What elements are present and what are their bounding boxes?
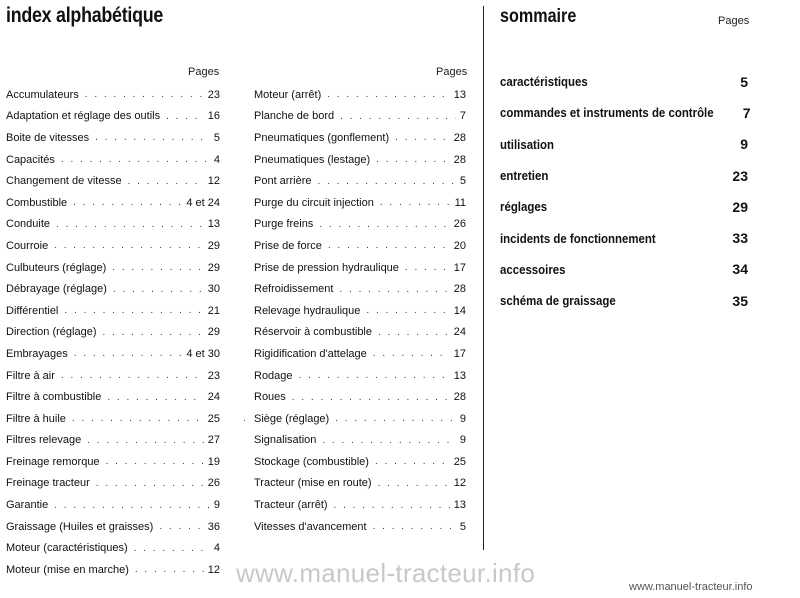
leader-dots (98, 327, 203, 338)
leader-dots (91, 132, 210, 143)
index-entry-page: 24 (204, 391, 220, 403)
index-entry-term: Embrayages (6, 347, 68, 360)
index-entry-term: Moteur (arrêt) (254, 88, 322, 101)
summary-item-label: accessoires (500, 261, 566, 277)
index-entry-term: Rodage (254, 369, 293, 382)
leader-dots (324, 240, 450, 251)
index-entry-page: 13 (450, 499, 466, 511)
index-entry (254, 235, 466, 257)
summary-item-page: 7 (742, 104, 751, 121)
index-title: index alphabétique (6, 4, 164, 27)
leader-dots (374, 478, 450, 489)
index-entry (254, 365, 466, 387)
index-entry-term: Pneumatiques (lestage) (254, 153, 371, 166)
index-entry-page: 21 (204, 305, 220, 317)
index-entry (6, 386, 220, 408)
index-entry (6, 84, 220, 106)
index-entry (254, 451, 466, 473)
index-entry (6, 451, 220, 473)
index-entry (254, 106, 466, 128)
index-entry-page: 9 (456, 434, 466, 446)
summary-item (500, 129, 748, 160)
index-entry (254, 127, 466, 149)
index-entry-page: 17 (450, 348, 466, 360)
leader-dots (57, 154, 210, 165)
index-entry (6, 516, 220, 538)
index-entry (254, 278, 466, 300)
leader-dots (369, 348, 450, 359)
index-entry (6, 149, 220, 171)
index-entry-page: 26 (204, 477, 220, 489)
leader-dots (69, 197, 182, 208)
leader-dots (81, 89, 204, 100)
summary-item-page: 9 (740, 136, 748, 153)
leader-dots (313, 176, 455, 187)
leader-dots (130, 543, 210, 554)
summary-item (500, 66, 748, 97)
index-entry (6, 408, 220, 430)
index-entry-page: 36 (204, 521, 220, 533)
index-entry-page: 19 (204, 456, 220, 468)
index-entry-page: 13 (450, 370, 466, 382)
index-entry-term: Courroie (6, 239, 49, 252)
index-entry-term: Moteur (caractéristiques) (6, 542, 128, 555)
column-divider (483, 6, 484, 550)
summary-item-page: 34 (732, 261, 748, 278)
index-entry-page: 26 (450, 218, 466, 230)
index-entry-term: Tracteur (arrêt) (254, 499, 328, 512)
index-entry (254, 214, 466, 236)
index-entry (6, 537, 220, 559)
leader-dots (60, 305, 203, 316)
index-entry-term: Conduite (6, 218, 51, 231)
index-entry (254, 84, 466, 106)
index-entry (254, 343, 466, 365)
leader-dots (162, 111, 204, 122)
leader-dots (70, 348, 183, 359)
summary-item-page: 5 (740, 73, 748, 90)
index-entry-page: 25 (204, 413, 220, 425)
index-entry-term: Purge freins (254, 218, 314, 231)
index-entry-page: 9 (210, 499, 220, 511)
leader-dots (295, 370, 450, 381)
index-entry-term: Freinage remorque (6, 455, 100, 468)
index-entry (254, 322, 466, 344)
summary-item (500, 191, 748, 222)
summary-item-label: caractéristiques (500, 74, 588, 90)
leader-dots (372, 154, 450, 165)
index-entry-term: Direction (réglage) (6, 326, 97, 339)
leader-dots (288, 392, 450, 403)
index-entry (254, 408, 466, 430)
index-entry (6, 278, 220, 300)
leader-dots (108, 262, 203, 273)
summary-item-page: 29 (732, 198, 748, 215)
summary-item (500, 222, 748, 253)
index-entry-page: 20 (450, 240, 466, 252)
index-entry-page: 11 (451, 197, 466, 209)
index-entry-page: 30 (204, 283, 220, 295)
index-entry-term: Planche de bord (254, 110, 335, 123)
index-entry (6, 430, 220, 452)
pages-header-middle: Pages (436, 66, 468, 78)
summary-item-page: 23 (732, 167, 748, 184)
summary-item-label: entretien (500, 168, 549, 184)
summary-list (500, 66, 751, 316)
index-entry-term: Signalisation (254, 434, 317, 447)
index-entry-page: 23 (204, 370, 220, 382)
leader-dots (155, 521, 203, 532)
index-entry (254, 473, 466, 495)
leader-dots (57, 370, 204, 381)
index-entry-page: 12 (450, 477, 466, 489)
summary-item-label: réglages (500, 199, 548, 215)
index-entry-page: 28 (450, 283, 466, 295)
index-entry-page: 28 (450, 391, 466, 403)
index-entry (6, 494, 220, 516)
index-entry-term: Capacités (6, 153, 55, 166)
leader-dots (102, 456, 204, 467)
index-entry-page: 4 (210, 154, 220, 166)
index-entry-term: Siège (réglage) (254, 412, 330, 425)
summary-item (500, 254, 748, 285)
index-entry-page: 5 (456, 521, 466, 533)
index-entry-page: 4 et 24 (182, 197, 220, 209)
summary-item-label: commandes et instruments de contrôle (500, 105, 714, 121)
index-entry (254, 386, 466, 408)
leader-dots (50, 240, 204, 251)
leader-dots (124, 176, 204, 187)
index-entry-term: Filtre à huile (6, 412, 66, 425)
index-entry (254, 430, 466, 452)
leader-dots (401, 262, 450, 273)
index-middle-column (254, 84, 466, 537)
index-entry-term: Moteur (mise en marche) (6, 563, 129, 576)
index-entry-page: 28 (450, 154, 466, 166)
summary-item (500, 97, 751, 128)
summary-item (500, 285, 748, 316)
index-entry-term: Tracteur (mise en route) (254, 477, 372, 490)
summary-item-label: incidents de fonctionnement (500, 230, 656, 246)
summary-item (500, 160, 748, 191)
index-entry-term: Refroidissement (254, 283, 334, 296)
index-entry-page: 14 (450, 305, 466, 317)
index-entry-term: Garantie (6, 499, 49, 512)
index-entry-page: 4 et 30 (182, 348, 220, 360)
index-entry-page: 25 (450, 456, 466, 468)
summary-item-label: utilisation (500, 136, 555, 152)
leader-dots (318, 435, 456, 446)
leader-dots (50, 500, 210, 511)
index-entry (254, 300, 466, 322)
leader-dots (315, 219, 449, 230)
index-entry-page: 16 (204, 110, 220, 122)
index-entry (254, 257, 466, 279)
index-entry (6, 322, 220, 344)
pages-header-summary: Pages (718, 15, 750, 27)
index-entry (6, 365, 220, 387)
summary-item-page: 33 (732, 230, 748, 247)
index-entry (254, 170, 466, 192)
index-entry-term: Pneumatiques (gonflement) (254, 131, 390, 144)
leader-dots (374, 327, 450, 338)
index-entry (254, 192, 466, 214)
summary-item-page: 35 (732, 292, 748, 309)
index-entry-page: 4 (210, 542, 220, 554)
index-entry-term: Purge du circuit injection (254, 196, 374, 209)
leader-dots (92, 478, 204, 489)
index-entry-term: Relevage hydraulique (254, 304, 361, 317)
leader-dots (109, 284, 204, 295)
index-entry-term: Changement de vitesse (6, 175, 122, 188)
index-entry-term: Roues (254, 391, 286, 404)
index-entry-term: Freinage tracteur (6, 477, 90, 490)
index-entry (6, 214, 220, 236)
leader-dots (323, 89, 450, 100)
index-entry-page: 13 (204, 218, 220, 230)
index-entry-term: Différentiel (6, 304, 59, 317)
index-entry-page: 24 (450, 326, 466, 338)
index-entry-term: Stockage (combustible) (254, 455, 369, 468)
summary-item-label: schéma de graissage (500, 293, 616, 309)
watermark-small: www.manuel-tracteur.info (629, 581, 753, 593)
leader-dots (336, 111, 456, 122)
index-entry-term: Prise de pression hydraulique (254, 261, 399, 274)
index-entry-term: Réservoir à combustible (254, 326, 372, 339)
leader-dots (330, 500, 450, 511)
index-entry (6, 127, 220, 149)
index-entry-page: 5 (456, 175, 466, 187)
index-entry-term: Boite de vitesses (6, 131, 90, 144)
index-entry-page: 7 (456, 110, 466, 122)
index-entry (6, 343, 220, 365)
index-entry-page: 5 (210, 132, 220, 144)
index-entry (6, 106, 220, 128)
index-entry (6, 300, 220, 322)
index-entry (254, 516, 466, 538)
index-entry-page: 12 (204, 175, 220, 187)
index-entry-term: Filtres relevage (6, 434, 82, 447)
leader-dots (371, 456, 450, 467)
index-entry-term: Débrayage (réglage) (6, 283, 107, 296)
index-entry-term: Vitesses d'avancement (254, 520, 367, 533)
index-entry-page: 29 (204, 262, 220, 274)
leader-dots (83, 435, 204, 446)
index-entry (6, 192, 220, 214)
summary-title: sommaire (500, 6, 577, 27)
index-entry (6, 235, 220, 257)
index-entry-term: Graissage (Huiles et graisses) (6, 520, 154, 533)
leader-dots (103, 392, 203, 403)
index-entry-term: Combustible (6, 196, 68, 209)
index-entry-page: 28 (450, 132, 466, 144)
index-entry (6, 559, 220, 581)
index-entry-term: Accumulateurs (6, 88, 79, 101)
index-entry-page: 23 (204, 89, 220, 101)
index-entry-term: Filtre à combustible (6, 391, 102, 404)
index-entry (254, 494, 466, 516)
index-entry (6, 170, 220, 192)
leader-dots (331, 413, 456, 424)
index-entry-term: Filtre à air (6, 369, 55, 382)
index-entry-term: Pont arrière (254, 175, 312, 188)
index-entry-page: 12 (204, 564, 220, 576)
scan-mark: · (243, 415, 247, 426)
index-entry-term: Rigidification d'attelage (254, 347, 367, 360)
index-entry (6, 473, 220, 495)
index-left-column (6, 84, 220, 581)
leader-dots (335, 284, 449, 295)
leader-dots (131, 564, 204, 575)
index-entry-page: 29 (204, 240, 220, 252)
leader-dots (391, 132, 450, 143)
index-entry-page: 13 (450, 89, 466, 101)
index-entry-page: 9 (456, 413, 466, 425)
index-entry-term: Prise de force (254, 239, 322, 252)
leader-dots (369, 521, 456, 532)
leader-dots (68, 413, 204, 424)
index-entry (6, 257, 220, 279)
index-entry-term: Culbuteurs (réglage) (6, 261, 107, 274)
index-entry-page: 17 (450, 262, 466, 274)
index-entry-page: 27 (204, 434, 220, 446)
leader-dots (362, 305, 449, 316)
leader-dots (52, 219, 204, 230)
leader-dots (376, 197, 451, 208)
index-entry-term: Adaptation et réglage des outils (6, 110, 161, 123)
index-entry-page: 29 (204, 326, 220, 338)
pages-header-left: Pages (188, 66, 220, 78)
index-entry (254, 149, 466, 171)
watermark-large: www.manuel-tracteur.info (236, 558, 536, 588)
